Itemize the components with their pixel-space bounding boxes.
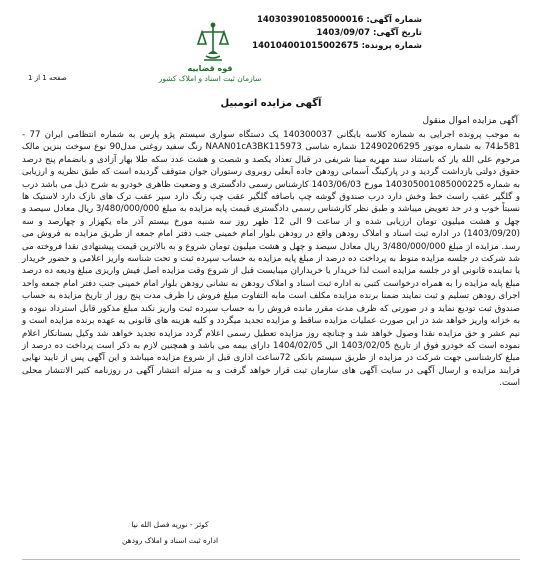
notice-date: تاریخ آگهی: 1403/09/07 xyxy=(316,28,422,38)
notice-meta xyxy=(252,14,422,53)
file-number: شماره پرونده: 140104001015002675 xyxy=(252,41,422,51)
org-registration: سازمان ثبت اسناد و املاک کشور xyxy=(158,74,262,83)
organization-name xyxy=(150,64,270,84)
notice-body: به موجب پرونده اجرایی به شماره کلاسه بایگانی 140300037 یک دستگاه سواری سیستم پژو پارس به شماره انتظامی ایران 77 - 581ط74 به شماره موتور 12490206295 شماره شاسی NAAN01cA3BK115973 رنگ سفید روغنی مدل90 نوع سوخت بنزین مالک مرحوم علی الله یار که باستناد سند مهریه مینا شریفی در قبال تعداد یکصد و شصت و هشت عدد سکه طلا بهار آزادی و بانضمام پنج درصد حقوق دولتی بازداشت گردید و در پارکینگ آسمانی رودهن جاده آبعلی روبروی رستوران جوان متوقف گردیده است که طبق نظریه و ارزیابی به شماره 140305001085000225 مورخ 1403/06/03 کارشناس رسمی دادگستری و وضعیت ظاهری خودرو به شرح ذیل می باشد درب و گلگیر عقب راست خط وخش دارد درب صندوق گوشه چپ باصافه گلگیر عقب چپ رنگ دارد سپر عقب ترک های نازک دارد لاستیک ها نسبتاً خوب و در حد تعویض میباشد و طبق نظر کارشناس رسمی دادگستری قیمت پایه مزایده به مبلغ 3/480/000/000 ریال معادل سیصد و چهل و هشت میلیون تومان ارزیابی شده و از ساعت 9 الی 12 ظهر روز سه شنبه مورخ بیستم آذر ماه یکهزار و چهارصد و سه (1403/09/20) در اداره ثبت اسناد و املاک رودهن واقع در رودهن بلوار امام خمینی جنب دفتر امام جمعه از طریق مزایده به فروش می رسد. مزایده از مبلغ 3/480/000/000 ریال معادل سیصد و چهل و هشت میلیون تومان شروع و به بالاترین قیمت پیشنهادی نقدا فروخته می شد شرکت در جلسه مزایده منوط به پرداخت ده درصد از مبلغ پایه مزایده به حساب سپرده ثبت و تحت شناسه واریز اعلامی و حضور خریدار یا نماینده قانونی او در جلسه مزایده است لذا خریدار یا خریداران میبایست قبل از شروع وقت مزایده اصل فیش واریزی مبلغ ودیعه ده درصد مبلغ پایه مزایده را به همراه درخواست کتبی به اداره ثبت اسناد و املاک رودهن به نشانی رودهن بلوار امام خمینی جنب دفتر امام جمعه واحد اجرای رودهن تسلیم و ثبت نمایند ضمنا برنده مزایده مکلف است مابه التفاوت مبلغ فروش را ظرف مدت پنج روز از تاریخ مزایده به حساب صندوق ثبت تودیع نماید و در صورتی که ظرف مدت مقرر مانده فروش را به حساب سپرده ثبت واریز نکند مبلغ مذکور قابل استرداد نبوده و به خزانه واریز خواهد شد در این صورت عملیات مزایده ساقط و مزایده تجدید میگردد و کلیه هزینه های قانونی به عهده برنده مزایده است و نیم عشر و حق مزایده نقدا وصول خواهد شد و چنانچه روز مزایده تعطیل رسمی اعلام گردد مزایده تجدید خواهد شد وکیل بستانکار اعلام نموده است که خودرو فوق از تاریخ 1403/02/05 الی 1404/02/05 دارای بیمه می باشد و همچنین لازم به ذکر است پرداخت ده درصد از مبلغ کارشناسی جهت شرکت در مزایده از طریق سیستم بانکی 72ساعت اداری قبل از شروع مزایده میباشد و این آگهی پس از تایید نهایی فرایند مزایده و ارسال آگهی در سایت آگهی های سازمان ثبت قرار خواهد گرفت و به منزله انتشار آگهی در روزنامه کثیر الانتشار محلی است. xyxy=(22,130,521,389)
signer-name: کوثر - نوریه فصل الله نیا xyxy=(131,520,209,529)
page-number: صفحه 1 از 1 xyxy=(28,74,67,82)
notice-number: شماره آگهی: 140303901085000016 xyxy=(256,15,422,25)
signer-office: اداره ثبت اسناد و املاک رودهن xyxy=(121,536,219,545)
signature-block xyxy=(70,517,270,549)
footer-divider xyxy=(22,559,520,560)
notice-header xyxy=(0,8,542,88)
judiciary-emblem-icon xyxy=(196,20,230,64)
notice-footer xyxy=(0,513,542,553)
notice-subtitle: آگهی مزایده اموال منقول xyxy=(422,116,518,126)
notice-title: آگهی مزایده اتومبیل xyxy=(220,98,322,109)
org-judiciary: قوه قضاییه xyxy=(187,64,233,73)
